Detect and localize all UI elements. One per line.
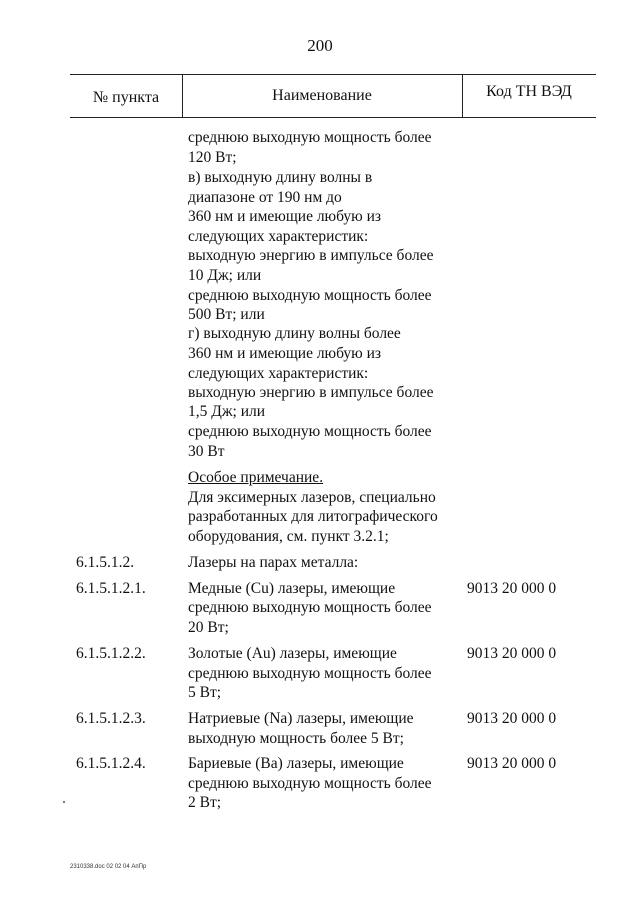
item-name-line: Бариевые (Ba) лазеры, имеющие xyxy=(188,755,404,772)
table-header-top-rule xyxy=(70,74,596,75)
item-name-line: среднюю выходную мощность более xyxy=(188,775,432,792)
item-code: 9013 20 000 0 xyxy=(467,580,557,597)
item-name-line: 5 Вт; xyxy=(188,684,222,701)
continuation-line: среднюю выходную мощность более xyxy=(188,287,432,304)
continuation-line: 360 нм и имеющие любую из xyxy=(188,208,382,225)
item-code: 9013 20 000 0 xyxy=(467,755,557,772)
item-number: 6.1.5.1.2.1. xyxy=(76,580,146,597)
continuation-line: следующих характеристик: xyxy=(188,365,369,382)
item-name-line: 2 Вт; xyxy=(188,794,222,811)
continuation-line: среднюю выходную мощность более xyxy=(188,129,432,146)
continuation-line: среднюю выходную мощность более xyxy=(188,423,432,440)
note-line: Для эксимерных лазеров, специально xyxy=(188,489,436,506)
continuation-line: диапазоне от 190 нм до xyxy=(188,189,342,206)
note-title: Особое примечание. xyxy=(188,469,324,486)
continuation-line: выходную энергию в импульсе более xyxy=(188,247,434,264)
continuation-line: 120 Вт; xyxy=(188,149,237,166)
table-header-bottom-rule xyxy=(70,117,596,118)
continuation-line: 30 Вт xyxy=(188,443,225,460)
item-name-line: Лазеры на парах металла: xyxy=(188,554,359,571)
footer-file-ref: 2310338.doc 02 02 04 АпПр xyxy=(70,864,147,870)
continuation-line: выходную энергию в импульсе более xyxy=(188,384,434,401)
item-number: 6.1.5.1.2.4. xyxy=(76,755,146,772)
item-code: 9013 20 000 0 xyxy=(467,710,557,727)
item-name-line: Натриевые (Na) лазеры, имеющие xyxy=(188,710,414,727)
note-line: оборудования, см. пункт 3.2.1; xyxy=(188,528,389,545)
item-number: 6.1.5.1.2.3. xyxy=(76,710,146,727)
header-code: Код ТН ВЭД xyxy=(486,83,572,100)
item-name-line: Медные (Cu) лазеры, имеющие xyxy=(188,580,396,597)
continuation-line: г) выходную длину волны более xyxy=(188,325,401,342)
header-name: Наименование xyxy=(272,87,372,104)
continuation-line: следующих характеристик: xyxy=(188,228,369,245)
item-name-line: Золотые (Au) лазеры, имеющие xyxy=(188,645,397,662)
continuation-line: в) выходную длину волны в xyxy=(188,169,373,186)
item-number: 6.1.5.1.2. xyxy=(76,554,135,571)
item-name-line: выходную мощность более 5 Вт; xyxy=(188,730,404,747)
item-number: 6.1.5.1.2.2. xyxy=(76,645,146,662)
scan-speck xyxy=(63,801,65,803)
note-line: разработанных для литографического xyxy=(188,508,438,525)
item-name-line: среднюю выходную мощность более xyxy=(188,599,432,616)
item-name-line: 20 Вт; xyxy=(188,619,229,636)
continuation-line: 10 Дж; или xyxy=(188,267,262,284)
item-name-line: среднюю выходную мощность более xyxy=(188,665,432,682)
item-code: 9013 20 000 0 xyxy=(467,645,557,662)
continuation-line: 360 нм и имеющие любую из xyxy=(188,345,382,362)
continuation-line: 1,5 Дж; или xyxy=(188,403,266,420)
continuation-line: 500 Вт; или xyxy=(188,306,265,323)
page-number: 200 xyxy=(307,36,333,55)
header-item-number: № пункта xyxy=(92,89,160,106)
